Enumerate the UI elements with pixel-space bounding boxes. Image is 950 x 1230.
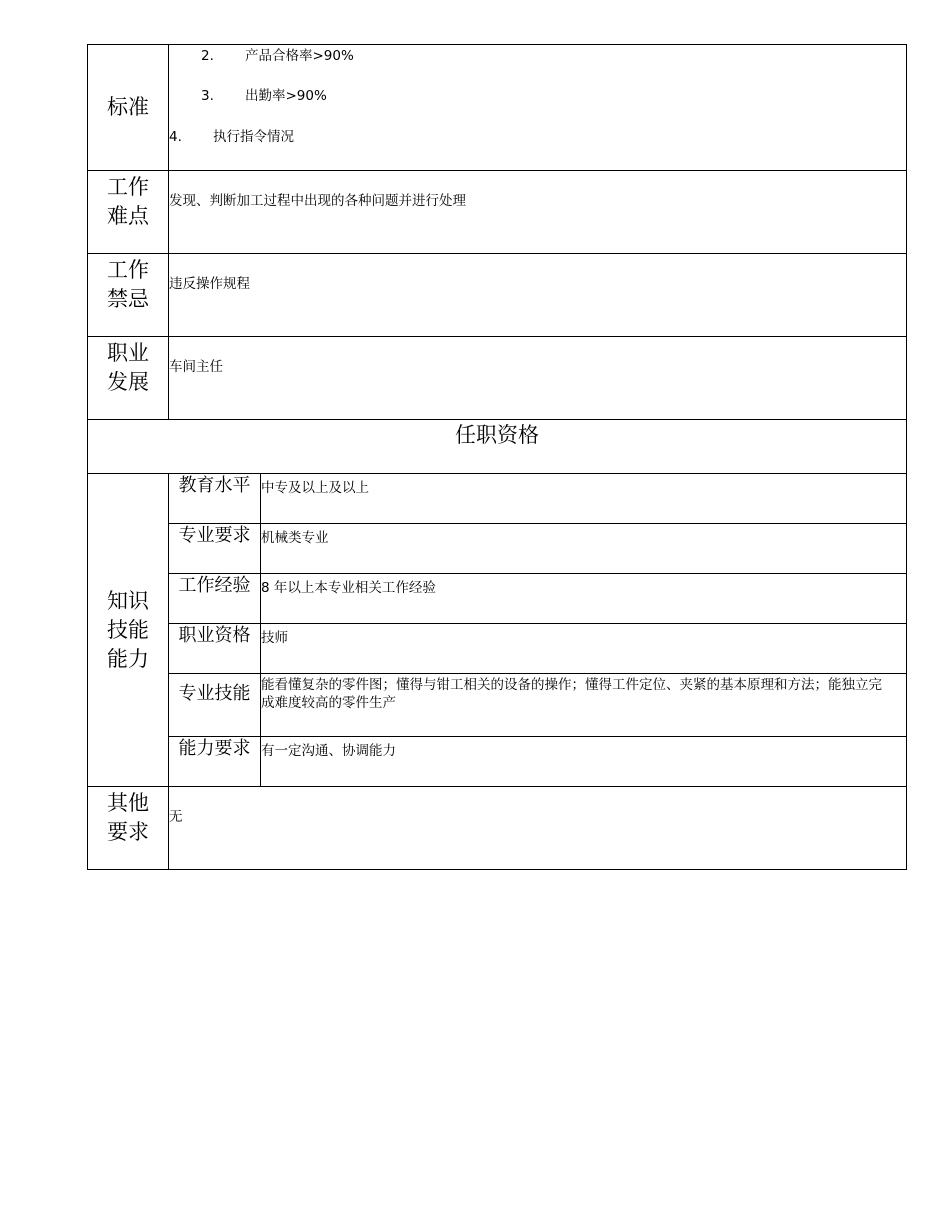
career-value: 车间主任 [169, 337, 907, 420]
knowledge-item-value: 能看懂复杂的零件图；懂得与钳工相关的设备的操作；懂得工件定位、夹紧的基本原理和方法；能独立完成难度较高的零件生产 [261, 674, 907, 737]
taboo-label: 工作 禁忌 [88, 254, 169, 337]
other-value: 无 [169, 787, 907, 870]
knowledge-item-label: 职业资格 [169, 624, 261, 674]
taboo-value: 违反操作规程 [169, 254, 907, 337]
standard-item: 3. 出勤率>90% [201, 88, 327, 104]
knowledge-item-value: 中专及以上及以上 [261, 474, 907, 524]
standard-item: 2. 产品合格率>90% [201, 48, 354, 64]
standard-label: 标准 [88, 45, 169, 171]
knowledge-row [88, 574, 907, 624]
difficulty-row [88, 171, 907, 254]
qualification-title: 任职资格 [88, 420, 907, 474]
job-description-table [87, 44, 907, 870]
qualification-header-row [88, 420, 907, 474]
knowledge-row [88, 524, 907, 574]
other-label: 其他 要求 [88, 787, 169, 870]
standard-value [169, 45, 907, 171]
knowledge-item-value: 有一定沟通、协调能力 [261, 737, 907, 787]
knowledge-item-value: 技师 [261, 624, 907, 674]
taboo-row [88, 254, 907, 337]
knowledge-row [88, 624, 907, 674]
difficulty-label: 工作 难点 [88, 171, 169, 254]
knowledge-item-label: 专业要求 [169, 524, 261, 574]
knowledge-row [88, 474, 907, 524]
knowledge-item-label: 教育水平 [169, 474, 261, 524]
standard-row [88, 45, 907, 171]
knowledge-item-label: 能力要求 [169, 737, 261, 787]
knowledge-item-value: 8 年以上本专业相关工作经验 [261, 574, 907, 624]
career-label: 职业 发展 [88, 337, 169, 420]
knowledge-row [88, 674, 907, 737]
knowledge-row [88, 737, 907, 787]
other-row [88, 787, 907, 870]
knowledge-label: 知识 技能 能力 [88, 474, 169, 787]
difficulty-value: 发现、判断加工过程中出现的各种问题并进行处理 [169, 171, 907, 254]
knowledge-item-label: 工作经验 [169, 574, 261, 624]
standard-item: 4. 执行指令情况 [169, 129, 294, 145]
knowledge-item-value: 机械类专业 [261, 524, 907, 574]
knowledge-item-label: 专业技能 [169, 674, 261, 737]
career-row [88, 337, 907, 420]
